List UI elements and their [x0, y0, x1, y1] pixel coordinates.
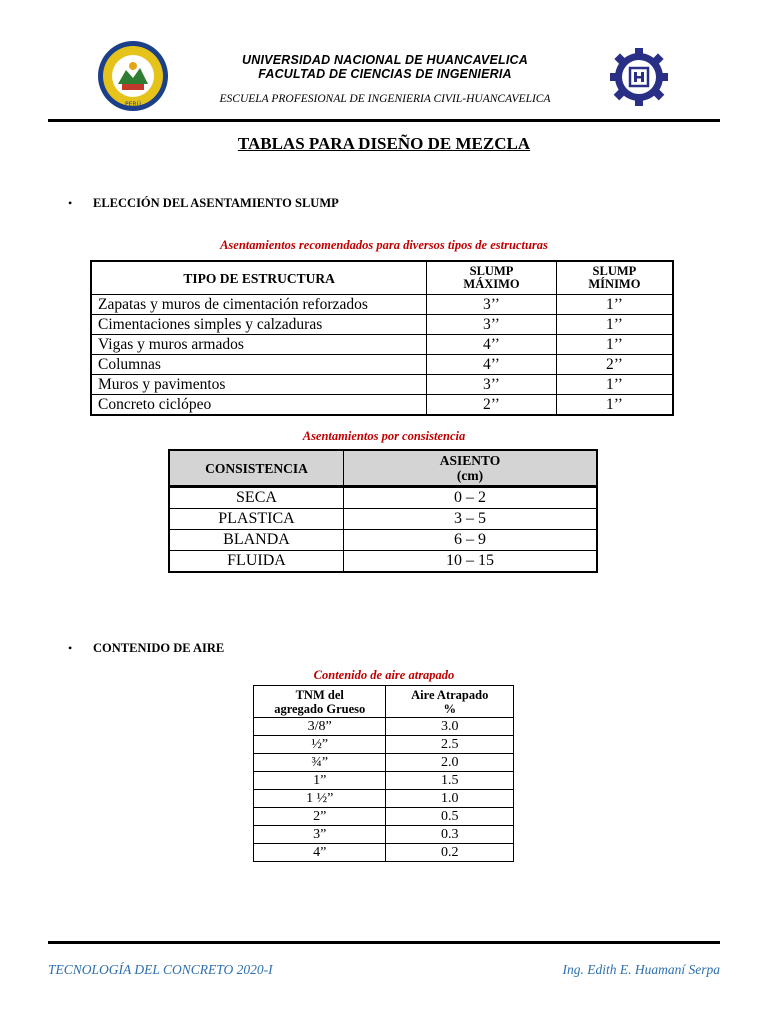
table-cell: 3.0	[386, 718, 514, 736]
table-row	[254, 718, 514, 736]
table-row	[254, 808, 514, 826]
air-content-table	[253, 685, 514, 862]
column-header	[556, 261, 673, 295]
table-cell: Columnas	[91, 355, 427, 375]
table-cell: 1’’	[556, 335, 673, 355]
table-cell: 3”	[254, 826, 386, 844]
table-cell: Cimentaciones simples y calzaduras	[91, 315, 427, 335]
column-header-line: SLUMP	[592, 264, 637, 278]
table-cell: 1’’	[556, 395, 673, 416]
column-header	[343, 450, 597, 487]
table-row	[254, 844, 514, 862]
table-cell: 1 ½”	[254, 790, 386, 808]
table-row	[91, 335, 673, 355]
section-heading-slump: ELECCIÓN DEL ASENTAMIENTO SLUMP	[93, 196, 339, 210]
table-cell: 0.3	[386, 826, 514, 844]
column-header-line: MÍNIMO	[588, 277, 641, 291]
table-row	[169, 487, 597, 509]
table-cell: Zapatas y muros de cimentación reforzados	[91, 295, 427, 315]
table-cell: FLUIDA	[169, 551, 343, 573]
table-cell: 0.5	[386, 808, 514, 826]
engineering-gear-logo-icon	[606, 46, 672, 108]
table-row	[169, 530, 597, 551]
table-row	[254, 754, 514, 772]
table-cell: 1”	[254, 772, 386, 790]
table-cell: 6 – 9	[343, 530, 597, 551]
table-cell: 1’’	[556, 375, 673, 395]
consistency-table	[168, 449, 598, 573]
footer-course: TECNOLOGÍA DEL CONCRETO 2020-I	[48, 962, 273, 977]
table-cell: 2’’	[556, 355, 673, 375]
table-cell: 10 – 15	[343, 551, 597, 573]
table-row	[254, 736, 514, 754]
column-header	[254, 686, 386, 718]
table-cell: 3’’	[427, 315, 557, 335]
column-header-line: TNM del	[295, 687, 344, 702]
table-row	[91, 375, 673, 395]
footer-divider	[48, 941, 720, 944]
table-cell: Concreto ciclópeo	[91, 395, 427, 416]
column-header-line: SLUMP	[469, 264, 514, 278]
bullet: •	[68, 641, 73, 655]
svg-text:PERÚ: PERÚ	[125, 101, 141, 108]
table-cell: 4”	[254, 844, 386, 862]
table-caption-air: Contenido de aire atrapado	[313, 668, 455, 682]
table-caption-slump: Asentamientos recomendados para diversos tipos de estructuras	[220, 238, 548, 252]
column-header	[386, 686, 514, 718]
table-cell: ½”	[254, 736, 386, 754]
table-cell: BLANDA	[169, 530, 343, 551]
table-row	[91, 295, 673, 315]
table-cell: 1’’	[556, 295, 673, 315]
table-cell: 3 – 5	[343, 509, 597, 530]
table-row	[91, 395, 673, 416]
university-name: UNIVERSIDAD NACIONAL DE HUANCAVELICA	[242, 53, 528, 67]
column-header-line: ASIENTO	[439, 453, 501, 468]
table-cell: 3’’	[427, 295, 557, 315]
section-heading-air: CONTENIDO DE AIRE	[93, 641, 225, 655]
table-cell: Vigas y muros armados	[91, 335, 427, 355]
table-caption-consistency: Asentamientos por consistencia	[302, 429, 466, 443]
table-cell: 2’’	[427, 395, 557, 416]
table-cell: 2”	[254, 808, 386, 826]
table-cell: 4’’	[427, 335, 557, 355]
table-cell: PLASTICA	[169, 509, 343, 530]
table-cell: 1.5	[386, 772, 514, 790]
column-header: TIPO DE ESTRUCTURA	[91, 261, 427, 295]
table-row	[254, 826, 514, 844]
slump-table	[90, 260, 674, 416]
column-header	[427, 261, 557, 295]
table-cell: ¾”	[254, 754, 386, 772]
table-cell: 4’’	[427, 355, 557, 375]
table-row	[91, 355, 673, 375]
table-cell: 2.0	[386, 754, 514, 772]
footer-author: Ing. Edith E. Huamaní Serpa	[562, 962, 720, 977]
table-row	[169, 509, 597, 530]
table-cell: 1’’	[556, 315, 673, 335]
column-header-line: (cm)	[456, 468, 484, 483]
table-cell: 1.0	[386, 790, 514, 808]
column-header-line: %	[443, 701, 456, 716]
table-cell: 3’’	[427, 375, 557, 395]
table-cell: 0 – 2	[343, 487, 597, 509]
table-cell: Muros y pavimentos	[91, 375, 427, 395]
table-row	[254, 790, 514, 808]
bullet: •	[68, 196, 73, 210]
faculty-name: FACULTAD DE CIENCIAS DE INGENIERIA	[258, 67, 512, 81]
table-row	[91, 315, 673, 335]
table-cell: 2.5	[386, 736, 514, 754]
table-row	[254, 772, 514, 790]
table-row	[169, 551, 597, 573]
table-cell: 3/8”	[254, 718, 386, 736]
column-header-line: MÁXIMO	[463, 277, 520, 291]
column-header-line: agregado Grueso	[274, 701, 366, 716]
header-divider	[48, 119, 720, 122]
school-name: ESCUELA PROFESIONAL DE INGENIERIA CIVIL-HUANCAVELICA	[219, 93, 551, 105]
column-header: CONSISTENCIA	[169, 450, 343, 487]
column-header-line: Aire Atrapado	[411, 687, 489, 702]
table-cell: 0.2	[386, 844, 514, 862]
table-cell: SECA	[169, 487, 343, 509]
page-title: TABLAS PARA DISEÑO DE MEZCLA	[237, 134, 531, 153]
